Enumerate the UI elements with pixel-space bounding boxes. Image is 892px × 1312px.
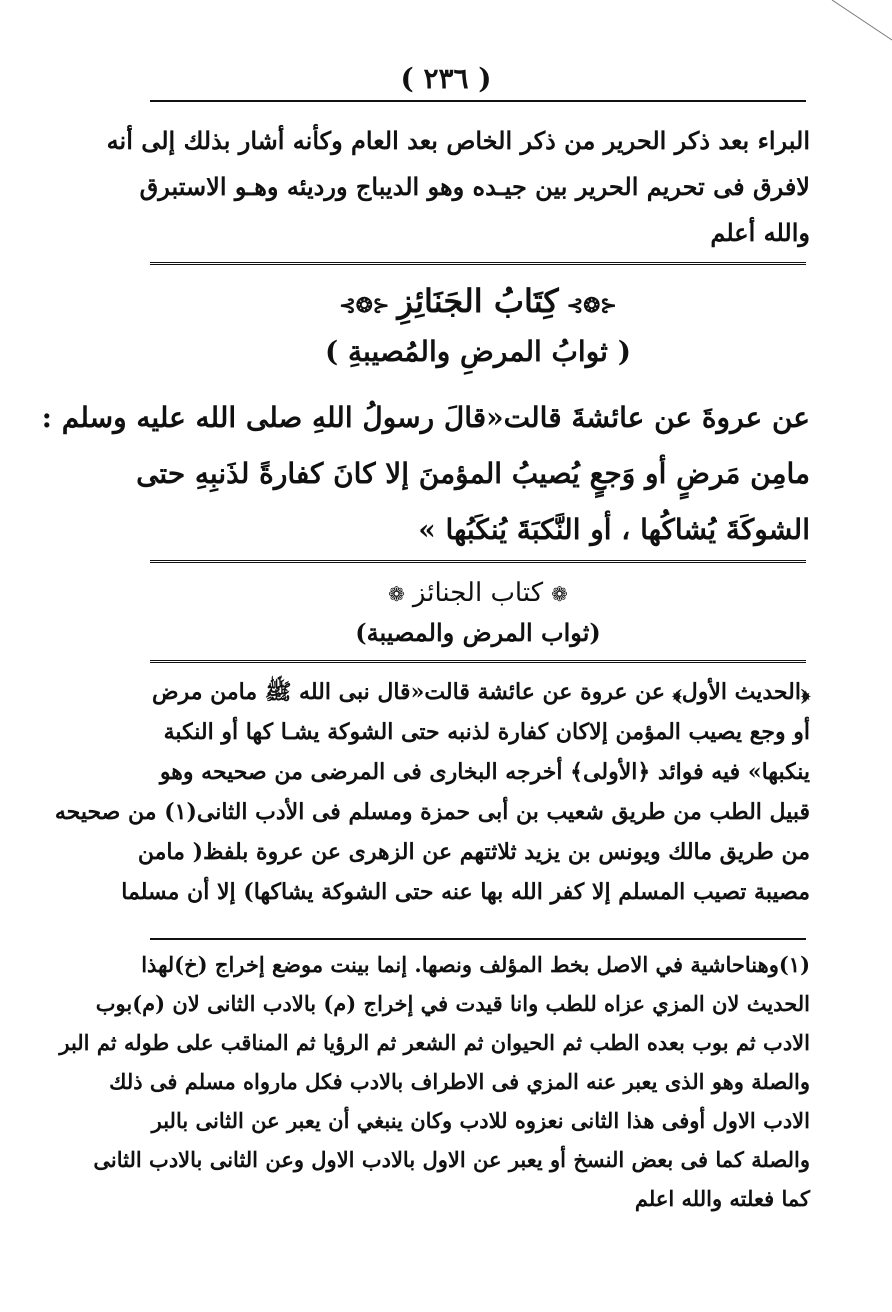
- section-2-title-text: كتاب الجنائز: [412, 578, 544, 608]
- section-divider: [150, 560, 806, 567]
- footnote-line: كما فعلته والله اعلم: [634, 1186, 810, 1211]
- section-2-title: [150, 578, 806, 608]
- footnote-line: والصلة كما فى بعض النسخ أو يعبر عن الاول بالادب الاول وعن الثانى بالادب الثانى: [93, 1147, 810, 1172]
- section-1-title: [150, 282, 806, 320]
- text-line: عن عروةَ عن عائشةَ قالت«قالَ رسولُ اللهِ صلى الله عليه وسلم :: [41, 401, 810, 434]
- header-rule: [150, 100, 806, 102]
- text-line: مصيبة تصيب المسلم إلا كفر الله بها عنه حتى الشوكة يشاكها) إلا أن مسلما: [121, 879, 810, 905]
- text-line: والله أعلم: [710, 218, 810, 247]
- commentary-text: [54, 672, 810, 912]
- text-line: مامِن مَرضٍ أو وَجعٍ يُصيبُ المؤمنَ إلا كانَ كفارةً لذَنبِهِ حتى: [136, 457, 810, 490]
- section-1-subtitle: ( ثوابُ المرضِ والمُصيبةِ ): [325, 335, 631, 368]
- text-line: قبيل الطب من طريق شعيب بن أبى حمزة ومسلم فى الأدب الثانى(١) من صحيحه: [54, 799, 810, 825]
- text-line: لافرق فى تحريم الحرير بين جيـده وهو الديباج ورديئه وهـو الاستبرق: [139, 172, 810, 201]
- scan-corner-line: [832, 0, 892, 60]
- text-line: من طريق مالك ويونس بن يزيد ثلاثتهم عن الزهرى عن عروة بلفظ( مامن: [137, 839, 810, 865]
- section-1-title-text: كِتَابُ الجَنَائِزِ: [397, 282, 559, 320]
- ornament-icon: ⊰❂⊱: [339, 293, 390, 317]
- page-number: ( ٢٣٦ ): [400, 62, 492, 95]
- footnote-rule: [150, 938, 806, 940]
- footnote-line: الادب ثم بوب بعده الطب ثم الحيوان ثم الشعر ثم الرؤيا ثم المناقب على طوله ثم البر: [59, 1030, 810, 1055]
- footnotes: [59, 945, 810, 1218]
- footnote-line: (١)وهناحاشية في الاصل بخط المؤلف ونصها. إنما بينت موضع إخراج (خ)لهذا: [141, 952, 810, 977]
- footnote-line: الادب الاول أوفى هذا الثانى نعزوه للادب وكان ينبغي أن يعبر عن الثانى بالبر: [151, 1108, 810, 1133]
- section-2-subtitle: (ثواب المرض والمصيبة): [355, 618, 601, 647]
- ornament-icon: ❁: [388, 582, 405, 606]
- section-divider: [150, 262, 806, 269]
- ornament-icon: ❁: [551, 582, 568, 606]
- footnote-line: الحديث لان المزي عزاه للطب وانا قيدت في إخراج (م) بالادب الثانى لان (م)بوب: [95, 991, 810, 1016]
- top-paragraph: [106, 118, 810, 256]
- hadith-text: [41, 390, 810, 558]
- text-line: ينكبها» فيه فوائد ﴿الأولى﴾ أخرجه البخارى فى المرضى من صحيحه وهو: [159, 759, 810, 785]
- text-line: أو وجع يصيب المؤمن إلاكان كفارة لذنبه حتى الشوكة يشـا كها أو النكبة: [163, 719, 810, 745]
- footnote-line: والصلة وهو الذى يعبر عنه المزي فى الاطراف بالادب فكل مارواه مسلم فى ذلك: [109, 1069, 810, 1094]
- ornament-icon: ⊰❂⊱: [566, 293, 617, 317]
- text-line: ﴿الحديث الأول﴾ عن عروة عن عائشة قالت«قال نبى الله ﷺ مامن مرض: [151, 679, 810, 705]
- text-line: البراء بعد ذكر الحرير من ذكر الخاص بعد العام وكأنه أشار بذلك إلى أنه: [106, 126, 810, 155]
- section-divider: [150, 660, 806, 667]
- text-line: الشوكَةَ يُشاكُها ، أو النَّكبَةَ يُنكَبُها »: [418, 513, 810, 546]
